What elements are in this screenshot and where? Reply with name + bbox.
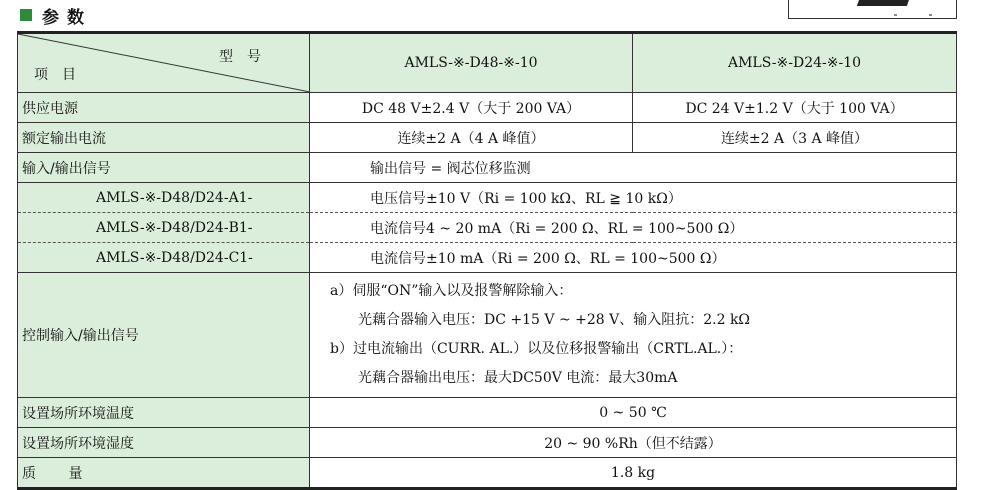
table-row [18, 273, 957, 398]
diagonal-header-cell [18, 33, 310, 93]
table-row [18, 428, 957, 458]
row-label: 设置场所环境湿度 [18, 428, 310, 458]
cell-value: 20 ~ 90 %Rh（但不结露） [310, 428, 957, 458]
table-row [18, 93, 957, 123]
product-photo [788, 0, 957, 19]
header-item-label: 项目 [34, 67, 90, 83]
cell-value: DC 24 V±1.2 V（大于 100 VA） [633, 93, 957, 123]
table-row [18, 213, 957, 243]
control-line-b-detail: 光藕合器输出电压：最大DC50V 电流：最大30mA [358, 370, 678, 386]
control-line-a-detail: 光藕合器输入电压：DC +15 V ~ +28 V、输入阻抗：2.2 kΩ [358, 312, 751, 328]
control-line-b: b）过电流输出（CURR. AL.）以及位移报警输出（CRTL.AL.）： [330, 341, 743, 357]
row-label: 额定输出电流 [18, 123, 310, 153]
cell-value: 0 ~ 50 ℃ [310, 398, 957, 428]
header-model-label: 型号 [219, 49, 275, 65]
table-row [18, 398, 957, 428]
model-b-header: AMLS-※-D24-※-10 [633, 33, 957, 93]
row-label: 供应电源 [18, 93, 310, 123]
table-row [18, 123, 957, 153]
section-title: 参数 [42, 7, 92, 28]
section-header [20, 3, 92, 27]
row-label: AMLS-※-D48/D24-A1- [18, 183, 310, 213]
row-label: 质 量 [18, 458, 310, 489]
table-row [18, 183, 957, 213]
cell-value: 连续±2 A（3 A 峰值） [633, 123, 957, 153]
cell-value: DC 48 V±2.4 V（大于 200 VA） [310, 93, 633, 123]
row-label: AMLS-※-D48/D24-C1- [18, 243, 310, 273]
table-row [18, 153, 957, 183]
table-row [18, 458, 957, 489]
table-header-row [18, 33, 957, 93]
row-label: 设置场所环境温度 [18, 398, 310, 428]
control-signal-cell [310, 273, 957, 398]
cell-value: 电压信号±10 V（Ri = 100 kΩ、RL ≧ 10 kΩ） [310, 183, 957, 213]
cell-value: 1.8 kg [310, 458, 957, 489]
model-a-header: AMLS-※-D48-※-10 [310, 33, 633, 93]
cell-value: 电流信号4 ~ 20 mA（Ri = 200 Ω、RL = 100~500 Ω） [310, 213, 957, 243]
spec-table [17, 31, 957, 490]
cell-value: 连续±2 A（4 A 峰值） [310, 123, 633, 153]
row-label: 输入/输出信号 [18, 153, 310, 183]
cell-value: 输出信号 = 阀芯位移监测 [310, 153, 957, 183]
table-row [18, 243, 957, 273]
green-square-marker-icon [20, 9, 32, 21]
control-line-a: a）伺服“ON”输入以及报警解除输入： [330, 283, 573, 299]
cell-value: 电流信号±10 mA（Ri = 200 Ω、RL = 100~500 Ω） [310, 243, 957, 273]
row-label: AMLS-※-D48/D24-B1- [18, 213, 310, 243]
row-label: 控制输入/输出信号 [18, 273, 310, 398]
